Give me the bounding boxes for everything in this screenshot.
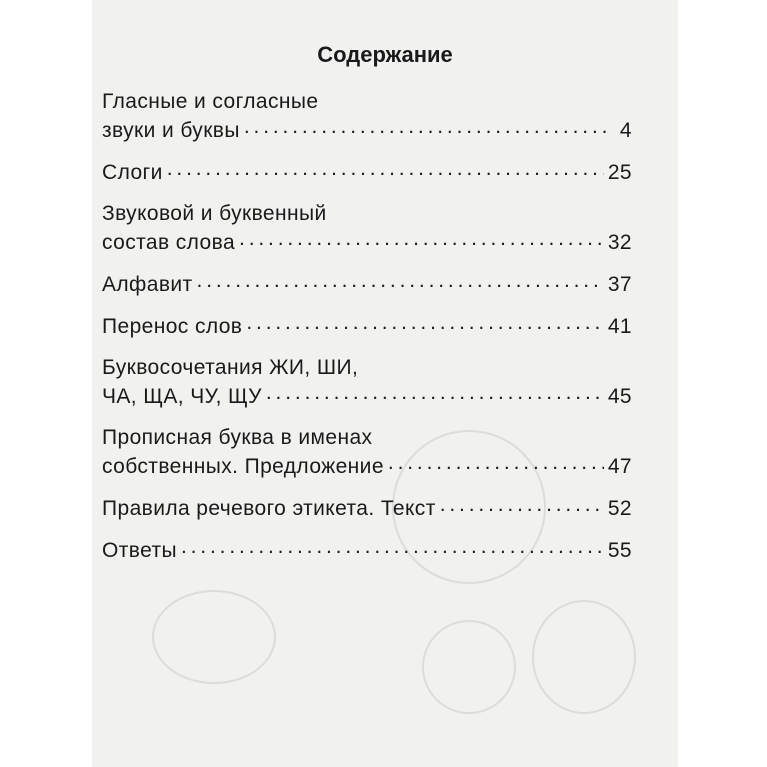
- toc-page-number: 47: [607, 455, 632, 478]
- toc-entry-title-line: Прописная буква в именах: [102, 426, 373, 449]
- dot-leader: [440, 494, 604, 515]
- toc-entry-title-line: Буквосочетания ЖИ, ШИ,: [102, 356, 359, 379]
- toc-entry: [102, 494, 632, 523]
- toc-entry: [102, 88, 632, 145]
- toc-page-number: 41: [607, 315, 632, 338]
- dot-leader: [246, 312, 603, 333]
- toc-page-number: 52: [607, 497, 632, 520]
- dot-leader: [167, 158, 604, 179]
- page-title: Содержание: [317, 42, 453, 67]
- toc-entry-title: Перенос слов: [102, 315, 243, 338]
- toc-entry: [102, 158, 632, 187]
- toc-page-number: 55: [607, 539, 632, 562]
- show-through-illustration: [152, 590, 276, 684]
- dot-leader: [244, 116, 606, 137]
- toc-page-number: 45: [607, 385, 632, 408]
- toc-entry-title: состав слова: [102, 231, 236, 254]
- toc-entry-title: собственных. Предложение: [102, 455, 384, 478]
- show-through-illustration: [532, 600, 636, 714]
- toc-entry: [102, 312, 632, 341]
- toc-entry: [102, 424, 632, 481]
- toc-entry-title: Слоги: [102, 161, 163, 184]
- show-through-illustration: [422, 620, 516, 714]
- dot-leader: [388, 452, 604, 473]
- toc-page-number: 4: [619, 119, 632, 142]
- dot-leader: [197, 270, 604, 291]
- table-of-contents: [102, 88, 632, 578]
- toc-page-number: 25: [607, 161, 632, 184]
- toc-entry-title: Правила речевого этикета. Текст: [102, 497, 436, 520]
- toc-entry-title: Ответы: [102, 539, 177, 562]
- toc-entry: [102, 200, 632, 257]
- toc-page-number: 32: [607, 231, 632, 254]
- toc-entry-title: звуки и буквы: [102, 119, 240, 142]
- toc-entry: [102, 270, 632, 299]
- toc-entry: [102, 536, 632, 565]
- toc-entry: [102, 354, 632, 411]
- toc-entry-title-line: Звуковой и буквенный: [102, 202, 327, 225]
- dot-leader: [266, 382, 604, 403]
- dot-leader: [239, 228, 604, 249]
- book-page: [92, 0, 678, 767]
- toc-entry-title: Алфавит: [102, 273, 193, 296]
- dot-leader: [181, 536, 604, 557]
- toc-page-number: 37: [607, 273, 632, 296]
- toc-entry-title-line: Гласные и согласные: [102, 90, 319, 113]
- toc-entry-title: ЧА, ЩА, ЧУ, ЩУ: [102, 385, 262, 408]
